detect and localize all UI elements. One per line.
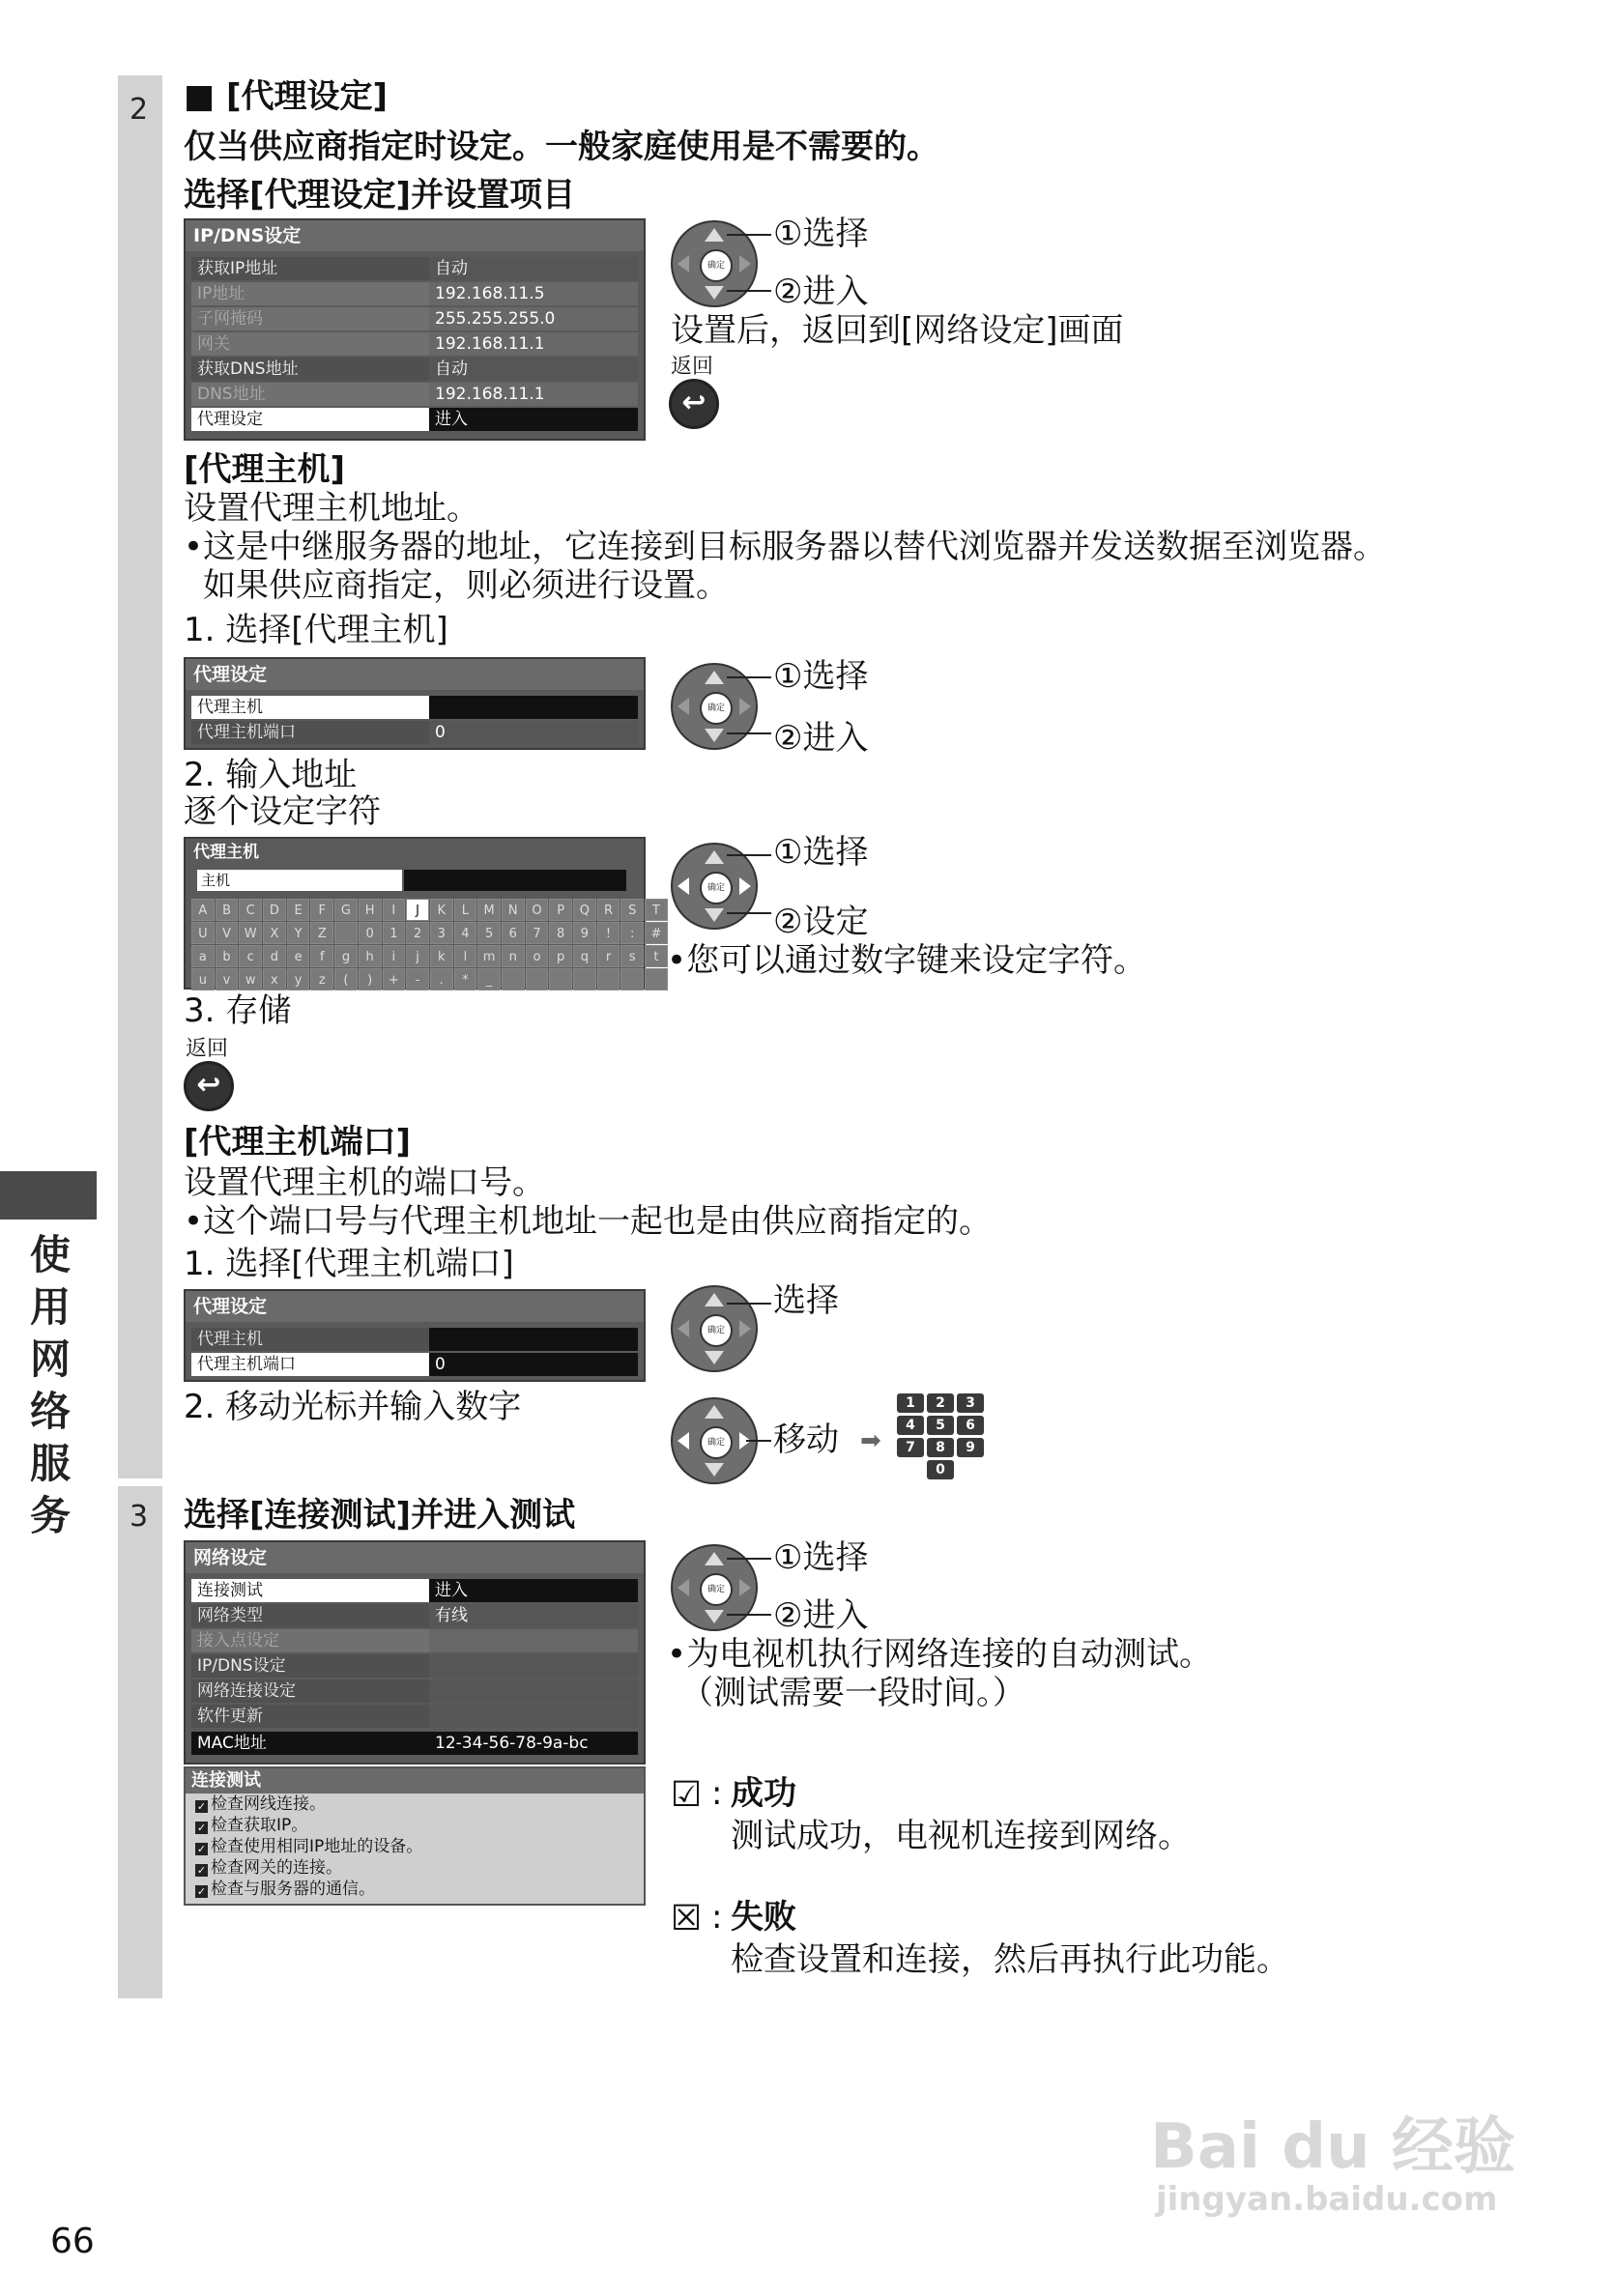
keyboard-key[interactable]: M <box>477 899 501 921</box>
proxy-port-heading: [代理主机端口] <box>184 1123 412 1162</box>
test-item: ✓ 检查网线连接。 <box>196 1794 326 1814</box>
keyboard-key[interactable]: k <box>430 945 453 967</box>
ipdns-menu <box>184 218 646 441</box>
keyboard-key[interactable]: L <box>454 899 477 921</box>
failure-label: 失败 <box>731 1898 796 1937</box>
check-icon: ✓ <box>196 1885 207 1898</box>
keyboard-key[interactable]: # <box>645 922 668 944</box>
proxy-host-bullet-cont: 如果供应商指定，则必须进行设置。 <box>203 566 729 605</box>
proxy-menu: 代理设定 代理主机 代理主机端口 0 <box>184 657 646 750</box>
keyboard-key[interactable]: b <box>216 945 239 967</box>
proxy-host-step2: 2. 输入地址 <box>184 756 358 794</box>
keyboard-key[interactable]: 3 <box>430 922 453 944</box>
menu-row[interactable]: 网络类型 有线 <box>191 1604 638 1627</box>
keyboard-key[interactable]: n <box>502 945 525 967</box>
keyboard-key[interactable]: S <box>620 899 644 921</box>
keyboard-key[interactable]: ! <box>597 922 620 944</box>
keyboard-key[interactable]: f <box>310 945 333 967</box>
keyboard-key[interactable]: j <box>406 945 429 967</box>
keyboard-key[interactable]: d <box>263 945 286 967</box>
keyboard-key[interactable]: u <box>191 968 215 990</box>
proxy-port-bullet: •这个端口号与代理主机地址一起也是由供应商指定的。 <box>184 1202 993 1241</box>
menu-row: IP地址 192.168.11.5 <box>191 282 638 305</box>
heading-text: [代理设定] <box>225 77 389 116</box>
after-text: 设置后，返回到[网络设定]画面 <box>671 311 1124 350</box>
menu-row-proxy-host[interactable]: 代理主机 <box>191 1328 638 1351</box>
keyboard-key[interactable]: N <box>502 899 525 921</box>
menu-row[interactable]: 获取IP地址 自动 <box>191 257 638 280</box>
keyboard-key[interactable] <box>334 922 358 944</box>
keyboard-key[interactable]: X <box>263 922 286 944</box>
keyboard-key[interactable] <box>620 968 644 990</box>
keyboard-key[interactable]: p <box>549 945 572 967</box>
keyboard-key[interactable]: U <box>191 922 215 944</box>
step3-note1: •为电视机执行网络连接的自动测试。 <box>667 1635 1213 1674</box>
step2-note: 仅当供应商指定时设定。一般家庭使用是不需要的。 <box>184 128 939 166</box>
keyboard-key[interactable]: s <box>620 945 644 967</box>
menu-row-mac: MAC地址 12-34-56-78-9a-bc <box>191 1732 638 1755</box>
keyboard-key[interactable]: c <box>239 945 262 967</box>
keyboard-key[interactable]: - <box>406 968 429 990</box>
keyboard-key[interactable]: H <box>359 899 382 921</box>
menu-row-proxy-port[interactable]: 代理主机端口 0 <box>191 1353 638 1376</box>
menu-row[interactable]: 软件更新 <box>191 1705 638 1728</box>
keyboard-grid <box>191 899 668 990</box>
test-item: ✓ 检查使用相同IP地址的设备。 <box>196 1837 423 1856</box>
menu-row: 接入点设定 <box>191 1629 638 1652</box>
keyboard-key[interactable]: E <box>287 899 310 921</box>
menu-row[interactable]: 网络连接设定 <box>191 1679 638 1703</box>
keyboard-key[interactable]: J <box>406 899 429 921</box>
pad-enter-label: ②进入 <box>773 273 869 311</box>
pad-move-label: 移动 <box>773 1421 839 1459</box>
step2-heading <box>184 77 388 116</box>
keyboard-key[interactable] <box>502 968 525 990</box>
keyboard-key[interactable]: 6 <box>502 922 525 944</box>
step3-note2: （测试需要一段时间。） <box>680 1674 1025 1712</box>
success-desc: 测试成功，电视机连接到网络。 <box>731 1817 1191 1855</box>
keyboard-key[interactable]: i <box>383 945 406 967</box>
keyboard-key[interactable]: F <box>310 899 333 921</box>
success-check-icon: ☑ <box>671 1775 703 1815</box>
menu-row-connection-test[interactable]: 连接测试 进入 <box>191 1579 638 1602</box>
page-number: 66 <box>50 2222 95 2261</box>
keyboard-key[interactable]: a <box>191 945 215 967</box>
keyboard-key[interactable]: _ <box>477 968 501 990</box>
remote-pad: 确定 <box>671 1285 758 1372</box>
keyboard-key[interactable]: 5 <box>477 922 501 944</box>
step3-bar <box>118 1486 162 1998</box>
keyboard-key[interactable] <box>526 968 549 990</box>
proxy-host-heading: [代理主机] <box>184 450 346 489</box>
connection-test-box: 连接测试 ✓ 检查网线连接。 ✓ 检查获取IP。 ✓ 检查使用相同IP地址的设备。 ✓ 检查网关的连接。 ✓ 检查与服务器的通信。 <box>184 1766 646 1906</box>
menu-row-proxy-port[interactable]: 代理主机端口 0 <box>191 721 638 744</box>
keyboard-key[interactable]: m <box>477 945 501 967</box>
keyboard-key[interactable]: ) <box>359 968 382 990</box>
failure-cross-icon: ☒ <box>671 1899 703 1938</box>
remote-pad: 确定 <box>671 663 758 750</box>
keyboard-key[interactable]: R <box>597 899 620 921</box>
keyboard-key[interactable]: o <box>526 945 549 967</box>
keyboard-key[interactable] <box>645 968 668 990</box>
remote-pad: 确定 <box>671 1397 758 1484</box>
pad-select-label: 选择 <box>773 1281 839 1320</box>
menu-row[interactable]: 获取DNS地址 自动 <box>191 358 638 381</box>
number-keys <box>897 1393 984 1479</box>
num-key: 6 <box>957 1416 984 1435</box>
keyboard-key[interactable]: Y <box>287 922 310 944</box>
return-button-icon: ↩ <box>669 379 719 429</box>
keyboard-key[interactable]: G <box>334 899 358 921</box>
keyboard-key[interactable]: * <box>454 968 477 990</box>
test-item: ✓ 检查获取IP。 <box>196 1816 308 1835</box>
keyboard-key[interactable]: w <box>239 968 262 990</box>
keyboard-key[interactable]: O <box>526 899 549 921</box>
num-key: 5 <box>927 1416 954 1435</box>
keyboard-key[interactable] <box>573 968 596 990</box>
watermark-url: jingyan.baidu.com <box>1156 2180 1498 2219</box>
test-item: ✓ 检查与服务器的通信。 <box>196 1880 375 1899</box>
keyboard-key[interactable]: t <box>645 945 668 967</box>
char-keyboard: 代理主机 主机 A B C D E F G H I J K L M N O P Q R S T U V W X Y Z 0 1 2 3 4 5 6 7 8 9 ! : # a b c d e f g h i j k l m n o p q r s t u v w x y z ( ) + - . * _ <box>184 837 646 990</box>
check-icon: ✓ <box>196 1864 207 1877</box>
keyboard-key[interactable]: C <box>239 899 262 921</box>
menu-row-proxy-host[interactable]: 代理主机 <box>191 696 638 719</box>
menu-row: 网关 192.168.11.1 <box>191 332 638 356</box>
proxy-host-bullet: •这是中继服务器的地址，它连接到目标服务器以替代浏览器并发送数据至浏览器。 <box>184 528 1387 566</box>
keyboard-key[interactable] <box>597 968 620 990</box>
menu-row[interactable]: IP/DNS设定 <box>191 1654 638 1678</box>
keyboard-key[interactable]: z <box>310 968 333 990</box>
keyboard-key[interactable]: P <box>549 899 572 921</box>
check-icon: ✓ <box>196 1843 207 1855</box>
host-field-label: 主机 <box>197 870 402 891</box>
step2-number: 2 <box>130 93 149 127</box>
success-label: 成功 <box>731 1774 796 1813</box>
check-icon: ✓ <box>196 1800 207 1813</box>
menu-row: 子网掩码 255.255.255.0 <box>191 307 638 330</box>
keyboard-key[interactable]: y <box>287 968 310 990</box>
proxy-port-desc: 设置代理主机的端口号。 <box>184 1163 545 1202</box>
menu-row-proxy-selected[interactable]: 代理设定 进入 <box>191 408 638 431</box>
step2-bar <box>118 75 162 1478</box>
keyboard-key[interactable]: A <box>191 899 215 921</box>
keyboard-key[interactable]: D <box>263 899 286 921</box>
num-key: 7 <box>897 1438 924 1457</box>
keyboard-key[interactable]: v <box>216 968 239 990</box>
keyboard-key[interactable]: g <box>334 945 358 967</box>
keyboard-key[interactable]: 4 <box>454 922 477 944</box>
step2-instruction: 选择[代理设定]并设置项目 <box>184 176 576 215</box>
keyboard-key[interactable]: + <box>383 968 406 990</box>
keyboard-key[interactable]: x <box>263 968 286 990</box>
proxy-host-step1: 1. 选择[代理主机] <box>184 611 448 649</box>
network-menu: 网络设定 连接测试 进入 网络类型 有线 接入点设定 IP/DNS设定 网络连接设定 软件更新 MAC地址 12-34-56-78-9a-bc <box>184 1540 646 1765</box>
keyboard-key[interactable]: T <box>645 899 668 921</box>
keyboard-key[interactable]: q <box>573 945 596 967</box>
watermark-brand: Bai du 经验 <box>1150 2111 1515 2183</box>
keyboard-key[interactable]: 7 <box>526 922 549 944</box>
keyboard-key[interactable]: V <box>216 922 239 944</box>
num-key: 1 <box>897 1393 924 1413</box>
keyboard-key[interactable]: : <box>620 922 644 944</box>
num-key: 0 <box>927 1460 954 1479</box>
num-key: 3 <box>957 1393 984 1413</box>
test-item: ✓ 检查网关的连接。 <box>196 1858 342 1878</box>
heading-bullet: ■ <box>184 77 216 116</box>
keyboard-key[interactable]: 2 <box>406 922 429 944</box>
step3-number: 3 <box>130 1500 149 1534</box>
keyboard-key[interactable]: ( <box>334 968 358 990</box>
num-key: 2 <box>927 1393 954 1413</box>
step3-instruction: 选择[连接测试]并进入测试 <box>184 1496 576 1535</box>
keyboard-key[interactable]: Q <box>573 899 596 921</box>
keyboard-key[interactable]: r <box>597 945 620 967</box>
num-key: 8 <box>927 1438 954 1457</box>
keyboard-key[interactable]: h <box>359 945 382 967</box>
menu-row: DNS地址 192.168.11.1 <box>191 383 638 406</box>
ipdns-menu-title: IP/DNS设定 <box>186 220 644 251</box>
keyboard-key[interactable]: B <box>216 899 239 921</box>
remote-pad: 确定 <box>671 1544 758 1631</box>
keyboard-key[interactable]: 9 <box>573 922 596 944</box>
keyboard-key[interactable] <box>549 968 572 990</box>
keyboard-key[interactable]: Z <box>310 922 333 944</box>
check-icon: ✓ <box>196 1822 207 1834</box>
pad-select-label: ①选择 <box>773 215 869 253</box>
keyboard-key[interactable]: W <box>239 922 262 944</box>
num-key: 4 <box>897 1416 924 1435</box>
host-input[interactable] <box>404 870 626 891</box>
proxy-port-step2: 2. 移动光标并输入数字 <box>184 1388 522 1426</box>
keyboard-key[interactable]: e <box>287 945 310 967</box>
proxy-port-step1: 1. 选择[代理主机端口] <box>184 1245 514 1283</box>
keyboard-key[interactable]: 0 <box>359 922 382 944</box>
return-label: 返回 <box>671 355 714 379</box>
remote-pad: 确定 <box>671 843 758 930</box>
keyboard-key[interactable]: . <box>430 968 453 990</box>
proxy-host-step3: 3. 存储 <box>184 991 292 1030</box>
keyboard-key[interactable]: l <box>454 945 477 967</box>
return-button-icon: ↩ <box>184 1061 234 1111</box>
ok-button: 确定 <box>700 249 733 282</box>
failure-desc: 检查设置和连接，然后再执行此功能。 <box>731 1940 1289 1979</box>
kbd-note: •您可以通过数字键来设定字符。 <box>667 941 1147 980</box>
keyboard-key[interactable]: 1 <box>383 922 406 944</box>
num-key: 9 <box>957 1438 984 1457</box>
keyboard-key[interactable]: 8 <box>549 922 572 944</box>
section-tab <box>0 1171 97 1220</box>
arrow-right-icon: ➡ <box>860 1426 881 1455</box>
proxy-host-desc: 设置代理主机地址。 <box>184 489 479 528</box>
keyboard-key[interactable]: K <box>430 899 453 921</box>
keyboard-key[interactable]: I <box>383 899 406 921</box>
proxy-host-step2b: 逐个设定字符 <box>184 792 381 831</box>
section-title: 使用网络服务 <box>29 1231 71 1539</box>
proxy-port-menu: 代理设定 代理主机 代理主机端口 0 <box>184 1289 646 1382</box>
